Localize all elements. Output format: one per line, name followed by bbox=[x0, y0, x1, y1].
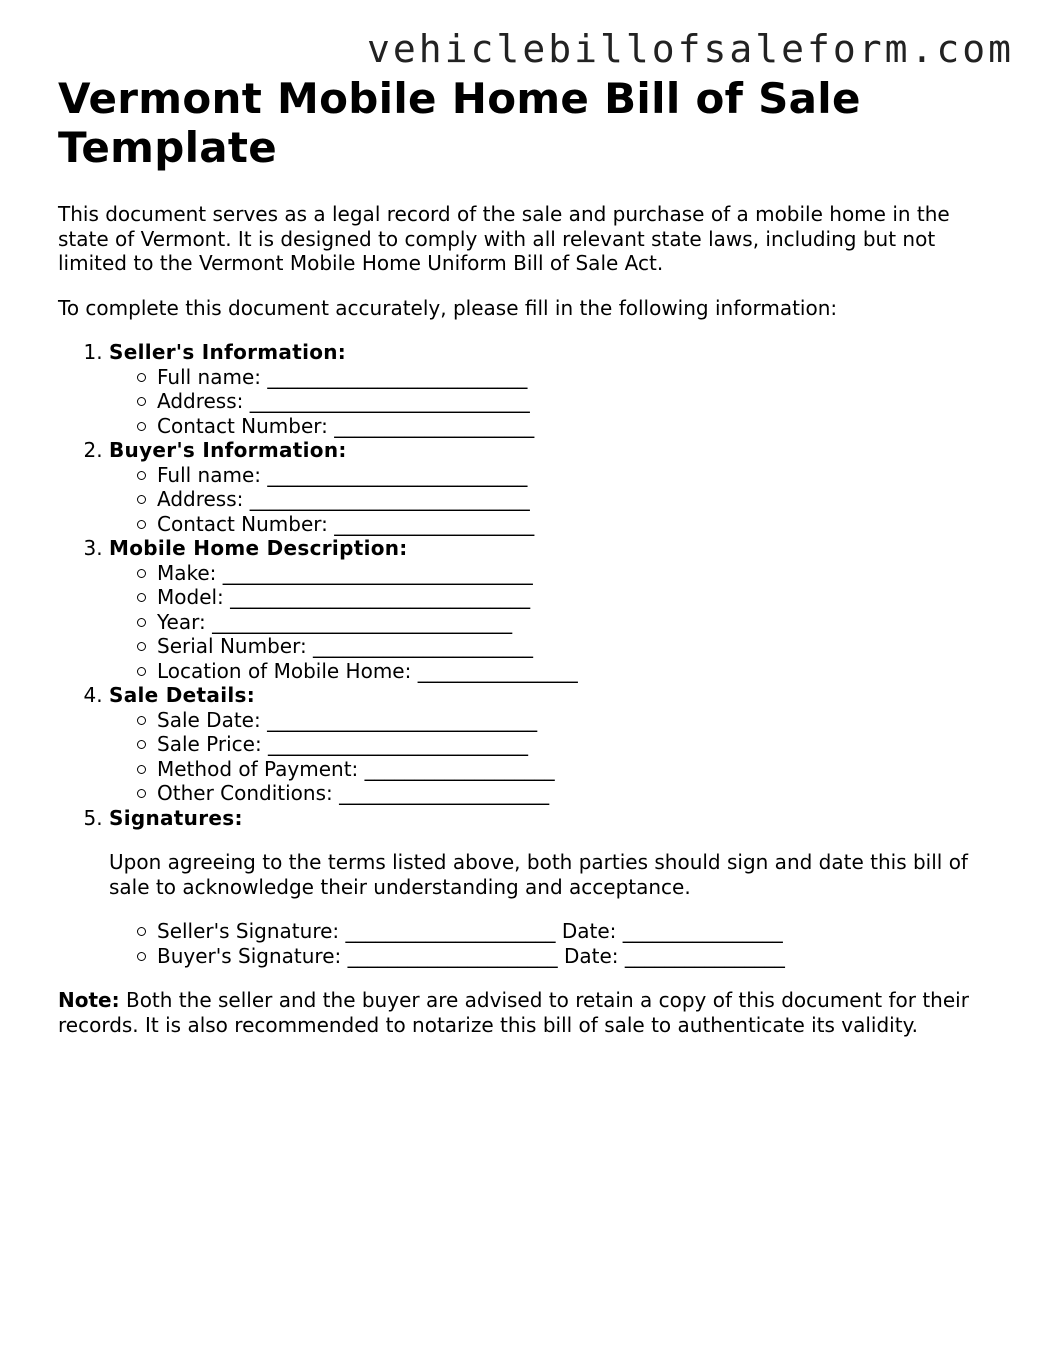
section-title: Seller's Information: bbox=[109, 340, 347, 364]
section-buyer-info bbox=[109, 438, 998, 536]
signatures-paragraph: Upon agreeing to the terms listed above, both parties should sign and date this bill of sale to acknowledge their understanding and acceptance. bbox=[109, 850, 968, 899]
section-sale-details bbox=[109, 683, 998, 806]
field-year[interactable]: Year: ______________________________ bbox=[157, 610, 998, 635]
field-location[interactable]: Location of Mobile Home: ________________ bbox=[157, 659, 998, 684]
field-buyer-address[interactable]: Address: ____________________________ bbox=[157, 487, 998, 512]
field-make[interactable]: Make: _______________________________ bbox=[157, 561, 998, 586]
section-seller-info bbox=[109, 340, 998, 438]
section-mobile-home-description bbox=[109, 536, 998, 683]
field-buyer-full-name[interactable]: Full name: __________________________ bbox=[157, 463, 998, 488]
field-model[interactable]: Model: ______________________________ bbox=[157, 585, 998, 610]
watermark-text: vehiclebillofsaleform.com bbox=[367, 27, 1014, 71]
field-list bbox=[109, 708, 998, 806]
page-title: Vermont Mobile Home Bill of Sale Template bbox=[58, 74, 861, 172]
field-method-of-payment[interactable]: Method of Payment: ___________________ bbox=[157, 757, 998, 782]
note-label: Note: bbox=[58, 988, 120, 1012]
note-text: Both the seller and the buyer are advised to retain a copy of this document for their records. It is also recommended to notarize this bill of sale to authenticate its validity. bbox=[58, 988, 969, 1037]
field-sale-date[interactable]: Sale Date: ___________________________ bbox=[157, 708, 998, 733]
field-sale-price[interactable]: Sale Price: __________________________ bbox=[157, 732, 998, 757]
field-seller-address[interactable]: Address: ____________________________ bbox=[157, 389, 998, 414]
field-seller-full-name[interactable]: Full name: __________________________ bbox=[157, 365, 998, 390]
sections-list bbox=[58, 340, 998, 968]
note-paragraph bbox=[58, 988, 998, 1037]
document-page bbox=[58, 74, 998, 1037]
field-serial-number[interactable]: Serial Number: ______________________ bbox=[157, 634, 998, 659]
field-list bbox=[109, 365, 998, 439]
section-title: Buyer's Information: bbox=[109, 438, 347, 462]
field-seller-signature[interactable]: Seller's Signature: _____________________ Date: ________________ bbox=[157, 919, 998, 944]
field-other-conditions[interactable]: Other Conditions: _____________________ bbox=[157, 781, 998, 806]
field-list bbox=[109, 919, 998, 968]
field-buyer-signature[interactable]: Buyer's Signature: _____________________ Date: ________________ bbox=[157, 944, 998, 969]
section-signatures bbox=[109, 806, 998, 969]
field-buyer-contact-number[interactable]: Contact Number: ____________________ bbox=[157, 512, 998, 537]
section-title: Signatures: bbox=[109, 805, 243, 830]
field-list bbox=[109, 463, 998, 537]
section-title: Sale Details: bbox=[109, 683, 256, 707]
field-list bbox=[109, 561, 998, 684]
field-seller-contact-number[interactable]: Contact Number: ____________________ bbox=[157, 414, 998, 439]
intro-paragraph: This document serves as a legal record of the sale and purchase of a mobile home in the state of Vermont. It is designed to comply with all relevant state laws, including but not limited to the Vermont Mobile Home Uniform Bill of Sale Act. bbox=[58, 202, 950, 275]
section-title: Mobile Home Description: bbox=[109, 536, 408, 560]
instructions-paragraph: To complete this document accurately, please fill in the following information: bbox=[58, 295, 838, 320]
